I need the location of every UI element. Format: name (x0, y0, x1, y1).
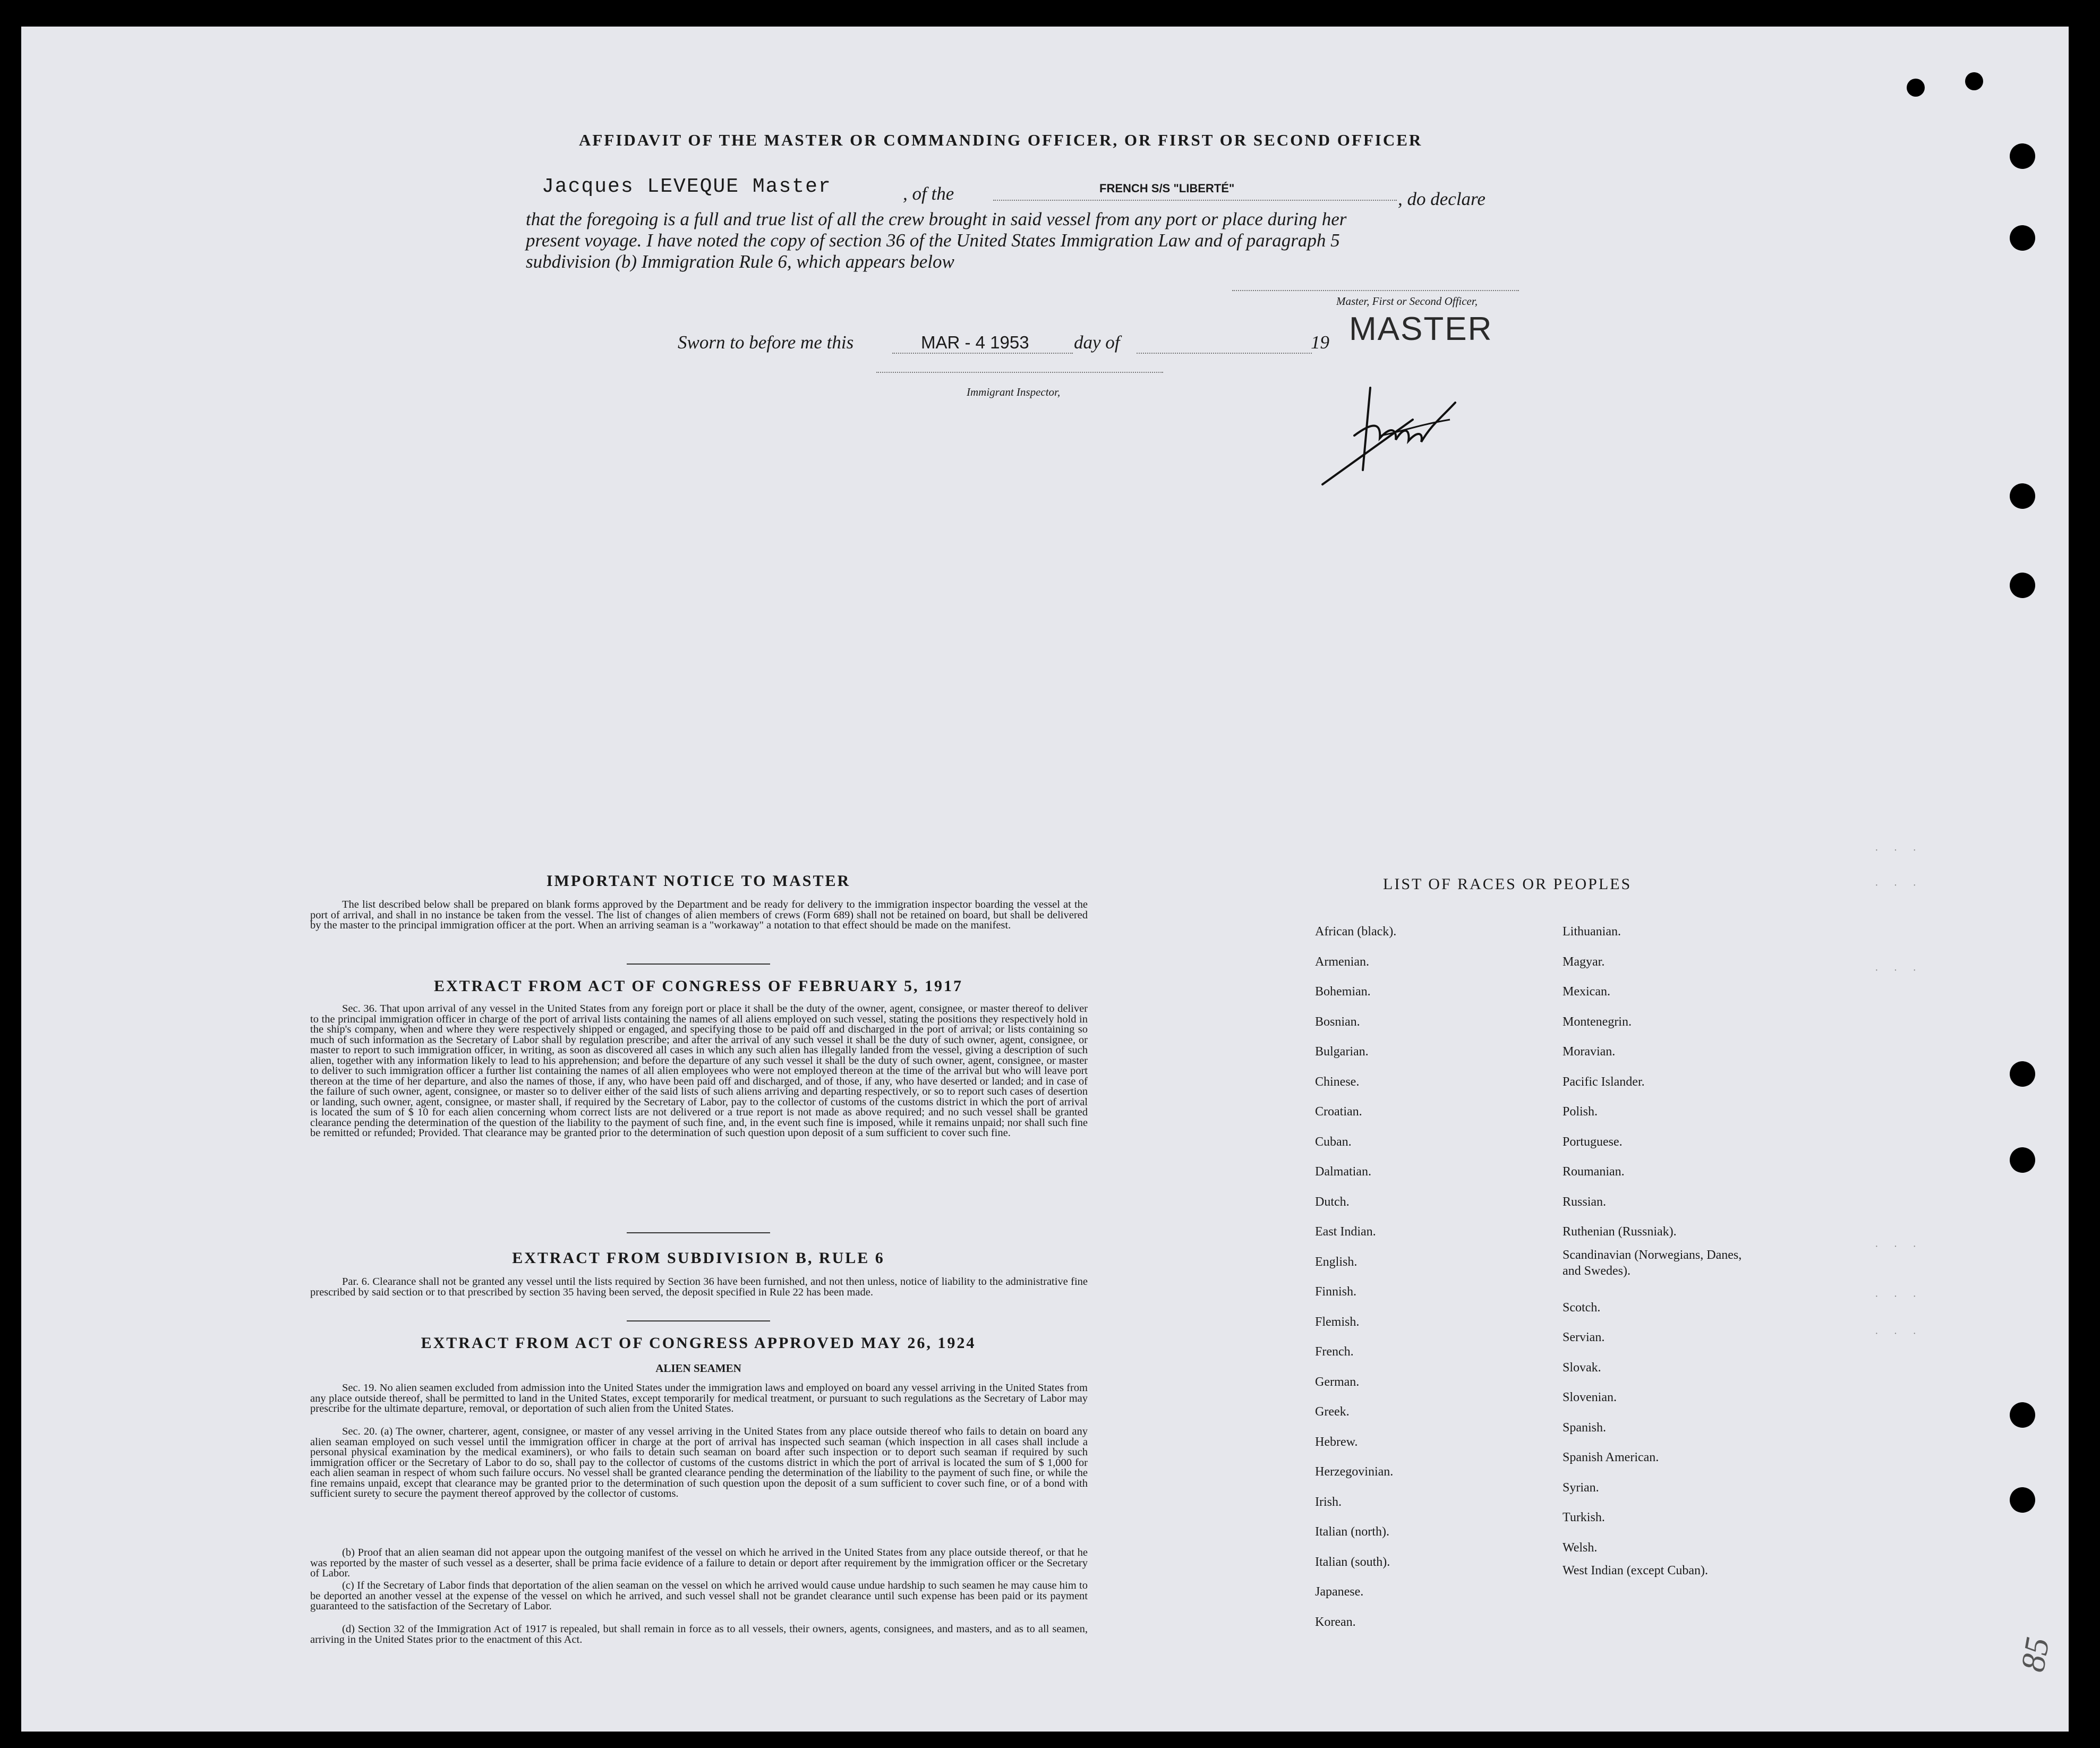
race-item: Ruthenian (Russniak). (1563, 1225, 1677, 1239)
extract2-body: Par. 6. Clearance shall not be granted any vessel until the lists required by Section 36 have been furnished, and not then unless, notice of liability to the administrative fine prescribed by said section or to that prescribed by section 35 having been served, the deposit specified in Rule 22 has been made. (310, 1276, 1088, 1298)
race-item: Armenian. (1315, 954, 1369, 969)
races-right-column (1563, 917, 1754, 1600)
extract3-title: EXTRACT FROM ACT OF CONGRESS APPROVED MAY 26, 1924 (421, 1334, 976, 1352)
margin-ticks: · · · (1875, 1291, 1923, 1302)
race-item: Dutch. (1315, 1195, 1350, 1209)
race-item: Herzegovinian. (1315, 1465, 1394, 1479)
declaration-line-3: present voyage. I have noted the copy of section 36 of the United States Immigration Law and of paragraph 5 (526, 230, 1340, 251)
inspector-label: Immigrant Inspector, (967, 386, 1061, 398)
race-item: Syrian. (1563, 1480, 1599, 1495)
race-item: Chinese. (1315, 1075, 1360, 1089)
race-item: Servian. (1563, 1331, 1605, 1344)
extract1-title: EXTRACT FROM ACT OF CONGRESS OF FEBRUARY 5, 1917 (433, 977, 963, 995)
declaration-line-4: subdivision (b) Immigration Rule 6, which appears below (526, 251, 954, 272)
notice-title: IMPORTANT NOTICE TO MASTER (546, 872, 851, 890)
vessel-dotline (993, 200, 1397, 201)
race-item: Magyar. (1563, 954, 1605, 969)
race-item: East Indian. (1315, 1225, 1376, 1239)
of-the-label: , of the (903, 183, 954, 204)
race-item: Bosnian. (1315, 1014, 1360, 1029)
margin-ticks: · · · (1875, 1241, 1923, 1252)
punch-hole (2010, 1061, 2035, 1087)
race-item: Spanish. (1563, 1420, 1607, 1435)
extract3-paragraph-4: (c) If the Secretary of Labor finds that deportation of the alien seaman on the vessel on which he arrived would cause undue hardship to such seamen he may cause him to be deported an another vessel at the expense of the vessel on which he arrived, and such vessel shall not be grandet clearance until such expense has been paid or its payment guaranteed to the satisfaction of the Secretary of Labor. (310, 1580, 1088, 1612)
inspector-dotline (876, 372, 1163, 373)
race-item: Spanish American. (1563, 1451, 1659, 1464)
race-item: Russian. (1563, 1195, 1607, 1209)
race-item: Moravian. (1563, 1045, 1616, 1059)
extract3-paragraph-2: Sec. 20. (a) The owner, charterer, agent, consignee, or master of any vessel arriving in the United States from any place outside thereof who fails to detain on board any alien seaman employed on such vessel until the immigration officer in charge at the port of arrival has inspected such seaman (which inspection in all cases shall include a personal physical examination by the medical examiners), or who fails to detain such seaman on board after such inspection or to deport such seaman if required by such immigration officer or the Secretary of Labor to do so, shall pay to the collector of customs of the customs district in which the port of arrival is located the sum of $ 1,000 for each alien seaman in respect of whom such failure occurs. No vessel shall be granted clearance pending the determination of the liability to the payment of such fine, or while the fine remains unpaid, except that clearance may be granted prior to the determination of such question upon the deposit of a sum sufficient to cover such fine, or of a bond with sufficient surety to secure the payment thereof approved by the collector of customs. (310, 1426, 1088, 1499)
day-of-label: day of (1074, 332, 1120, 353)
officer-label: Master, First or Second Officer, (1336, 295, 1478, 308)
officer-dotline (1232, 290, 1519, 291)
date-stamp: MAR - 4 1953 (921, 332, 1029, 352)
race-item: French. (1315, 1345, 1354, 1359)
race-item: Hebrew. (1315, 1435, 1358, 1449)
declaration-line-2: that the foregoing is a full and true list of all the crew brought in said vessel from any port or place during her (526, 209, 1347, 229)
race-item: African (black). (1315, 925, 1397, 939)
master-stamp: MASTER (1349, 311, 1493, 347)
punch-hole (2010, 143, 2035, 169)
extract3-paragraph-3: (b) Proof that an alien seaman did not appear upon the outgoing manifest of the vessel on which he arrived in the United States from any place outside thereof, or that he was reported by the master of such vessel as a deserter, shall be prima facie evidence of a failure to detain or deport after requirement by the immigration officer or the Secretary of Labor. (310, 1547, 1088, 1579)
race-item: Pacific Islander. (1563, 1075, 1645, 1089)
race-item: Cuban. (1315, 1135, 1352, 1149)
extract1-body: Sec. 36. That upon arrival of any vessel in the United States from any foreign port or place it shall be the duty of the owner, agent, consignee, or master thereof to deliver to the principal immigration officer in charge of the port of arrival lists containing the names of all aliens employed on such vessel, stating the positions they respectively hold in the ship's company, when and where they were respectively shipped or engaged, and specifying those to be paid off and discharged in the port of arrival; or lists containing so much of such information as the Secretary of Labor shall by regulation prescribe; and after the arrival of any such vessel it shall be the duty of such owner, agent, consignee, or master to report to such immigration officer, in writing, as soon as discovered all cases in which any such alien has illegally landed from the vessel, giving a description of such alien, together with any information likely to lead to his apprehension; and before the departure of any such vessel it shall be the duty of such owner, agent, consignee, or master to deliver to such immigration officer a further list containing the names of all alien employees who were not employed thereon at the time of the arrival but who will leave port thereon at the time of her departure, and also the names of those, if any, who have been paid off and discharged, and of those, if any, who have deserted or landed; and in case of the failure of such owner, agent, consignee, or master so to deliver either of the said lists of such aliens arriving and departing respectively, or so to report such cases of desertion or landing, such owner, agent, consignee, or master shall, if required by the Secretary of Labor, pay to the collector of customs of the customs district in which the port of arrival is located the sum of $ 10 for each alien concerning whom correct lists are not delivered or a true report is not made as above required; and no such vessel shall be granted clearance pending the determination of the question of the liability to the payment of such fine, and, in the event such fine is imposed, while it remains unpaid; nor shall such fine be remitted or refunded; Provided. That clearance may be granted prior to the determination of such question upon deposit of a sum sufficient to cover such fine. (310, 1003, 1088, 1139)
master-name: Jacques LEVEQUE Master (542, 175, 832, 198)
extract3-paragraph-5: (d) Section 32 of the Immigration Act of 1917 is repealed, but shall remain in force as to all vessels, their owners, agents, consignees, and masters, and as to all seamen, arriving in the United States prior to the enactment of this Act. (310, 1623, 1088, 1645)
race-item: Lithuanian. (1563, 925, 1621, 939)
race-item: Portuguese. (1563, 1135, 1623, 1149)
margin-ticks: · · · (1875, 845, 1923, 856)
punch-hole (2010, 1147, 2035, 1173)
race-item: Bulgarian. (1315, 1045, 1369, 1059)
extract3-subtitle: ALIEN SEAMEN (655, 1362, 741, 1375)
race-item: Slovak. (1563, 1360, 1601, 1375)
margin-note: 85 (2013, 1634, 2057, 1675)
race-item: English. (1315, 1255, 1358, 1269)
race-item: Bohemian. (1315, 985, 1371, 999)
punch-hole (1907, 79, 1925, 97)
race-item: West Indian (except Cuban). (1563, 1564, 1708, 1578)
master-signature (1317, 345, 1466, 494)
race-item: Welsh. (1563, 1540, 1598, 1555)
race-item: Irish. (1315, 1495, 1342, 1509)
race-item: Polish. (1563, 1105, 1598, 1119)
race-item: Italian (south). (1315, 1555, 1390, 1569)
race-item: Greek. (1315, 1405, 1350, 1419)
race-item: Scandinavian (Norwegians, Danes, and Swedes). (1563, 1248, 1742, 1278)
punch-hole (2010, 483, 2035, 509)
year-prefix: 19 (1311, 332, 1329, 353)
do-declare-label: , do declare (1398, 189, 1486, 209)
race-item: Flemish. (1315, 1315, 1360, 1329)
race-item: Croatian. (1315, 1105, 1362, 1119)
races-left-column (1315, 917, 1396, 1637)
race-item: German. (1315, 1375, 1360, 1389)
punch-hole (2010, 225, 2035, 251)
race-item: Italian (north). (1315, 1525, 1389, 1539)
notice-body: The list described below shall be prepared on blank forms approved by the Department and be ready for delivery to the immigration inspector boarding the vessel at the port of arrival, and shall in no instance be taken from the vessel. The list of changes of alien members of crews (Form 689) shall not be retained on board, but shall be delivered by the master to the principal immigration officer at the port. When an arriving seaman is a "workaway" a notation to that effect should be made on the manifest. (310, 899, 1088, 931)
punch-hole (2010, 1402, 2035, 1428)
race-item: Mexican. (1563, 985, 1610, 999)
race-item: Scotch. (1563, 1300, 1601, 1315)
punch-hole (1965, 72, 1983, 90)
race-item: Roumanian. (1563, 1165, 1625, 1179)
affidavit-title: AFFIDAVIT OF THE MASTER OR COMMANDING OFFICER, OR FIRST OR SECOND OFFICER (579, 131, 1423, 149)
extract2-title: EXTRACT FROM SUBDIVISION B, RULE 6 (512, 1249, 885, 1267)
race-item: Japanese. (1315, 1585, 1364, 1599)
race-item: Korean. (1315, 1615, 1356, 1629)
race-item: Turkish. (1563, 1511, 1605, 1524)
vessel-name: FRENCH S/S "LIBERTÉ" (1099, 182, 1235, 195)
race-item: Montenegrin. (1563, 1014, 1632, 1029)
divider (627, 1232, 770, 1233)
extract3-paragraph-1: Sec. 19. No alien seamen excluded from admission into the United States under the immigration laws and employed on board any vessel arriving in the United States from any place outside thereof, shall be permitted to land in the United States, except temporarily for medical treatment, or pursuant to such regulations as the Secretary of Labor may prescribe for the ultimate departure, removal, or deportation of such alien from the United States. (310, 1382, 1088, 1414)
punch-hole (2010, 1487, 2035, 1513)
margin-ticks: · · · (1875, 1328, 1923, 1340)
race-item: Slovenian. (1563, 1391, 1617, 1404)
punch-hole (2010, 573, 2035, 598)
races-title: LIST OF RACES OR PEOPLES (1383, 875, 1632, 893)
month-dotline (1137, 353, 1312, 354)
margin-ticks: · · · (1875, 965, 1923, 976)
margin-ticks: · · · (1875, 880, 1923, 891)
divider (627, 1320, 770, 1321)
race-item: Dalmatian. (1315, 1165, 1371, 1179)
divider (627, 963, 770, 965)
race-item: Finnish. (1315, 1285, 1357, 1299)
sworn-label: Sworn to before me this (678, 332, 854, 353)
sworn-dotline (892, 353, 1073, 354)
